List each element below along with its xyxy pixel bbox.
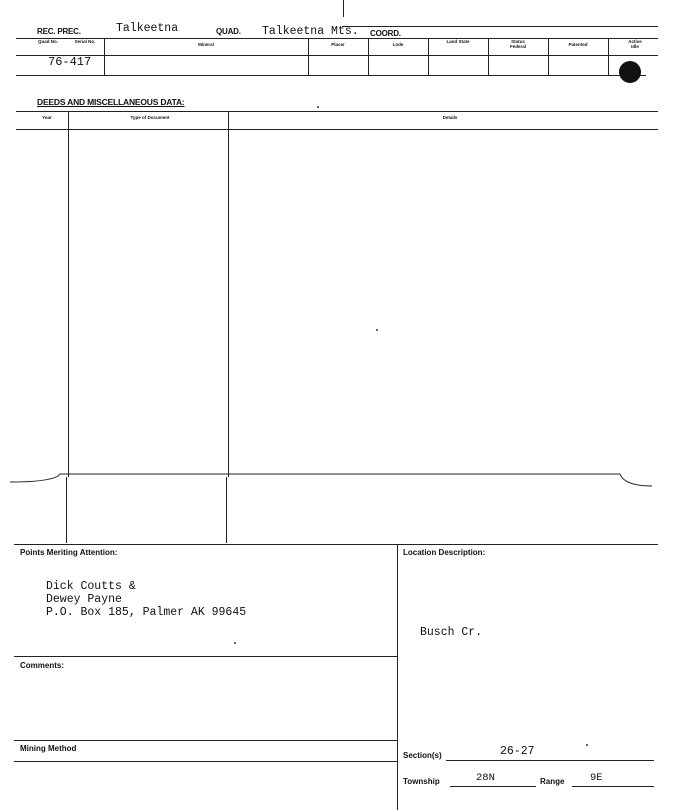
sections-label: Section(s) [403,751,442,760]
col-header-serial-no: Serial No. [74,39,96,44]
header-rule-right [342,26,658,27]
claim-table-bottom [16,75,646,76]
quad-label: QUAD. [216,27,241,36]
deeds-col-divider [68,111,69,477]
mining-method-top [14,740,397,741]
quad-serial-value: 76-417 [48,55,92,69]
points-line: Dick Coutts & [46,580,136,593]
comments-label: Comments: [20,661,65,670]
active-idle-filled-circle [619,61,641,83]
col-header-land-state: Land State [446,39,470,44]
township-label: Township [403,777,440,786]
rec-prec-value: Talkeetna [116,22,179,35]
township-underline [450,786,536,787]
lower-section-top [14,544,658,545]
rec-prec-label: REC. PREC. [37,27,81,36]
claim-col-divider [428,38,429,75]
sections-value: 26-27 [500,745,535,758]
points-line: P.O. Box 185, Palmer AK 99645 [46,606,247,619]
claim-col-divider [608,38,609,75]
lower-section-divider [397,544,398,810]
range-label: Range [540,777,565,786]
range-underline [572,786,654,787]
township-value: 28N [476,772,495,784]
speck [586,744,588,746]
points-label: Points Meriting Attention: [20,548,118,557]
speck [234,642,236,644]
deeds-header-bottom [16,129,658,130]
claim-col-divider [368,38,369,75]
location-description-value: Busch Cr. [420,626,483,639]
top-tick-mark [343,0,344,17]
deeds-table-top [16,111,658,112]
col-header-status-federal: Status Federal [509,39,526,49]
col-header-mineral: Mineral [198,42,214,47]
points-line: Dewey Payne [46,593,122,606]
deeds-heading: DEEDS AND MISCELLANEOUS DATA: [37,97,185,107]
col-header-quad-no: Quad No. [38,39,58,44]
coord-label: COORD. [370,29,401,38]
speck [376,329,378,331]
col-header-active-idle: Active Idle [628,39,642,49]
deeds-col-details: Details [442,115,458,120]
deeds-col-type: Type of Document [130,115,170,120]
location-description-label: Location Description: [403,548,486,557]
col-header-lode: Lode [392,42,404,47]
comments-top [14,656,397,657]
range-value: 9E [590,772,603,784]
points-value [46,580,246,619]
claim-col-divider [104,38,105,75]
claim-table-header-bottom [16,55,658,56]
sections-underline [446,760,654,761]
mining-method-label: Mining Method [20,744,77,753]
col-header-placer: Placer [331,42,345,47]
claim-col-divider [488,38,489,75]
claim-col-divider [308,38,309,75]
mining-method-bottom [14,761,397,762]
speck [317,106,319,108]
deeds-col-divider [228,111,229,477]
claim-col-divider [548,38,549,75]
header-rule-main [16,38,658,39]
col-header-patented: Patented [568,42,588,47]
splice-line [0,468,678,492]
quad-value: Talkeetna Mts. [262,25,359,38]
deeds-col-year: Year [42,115,52,120]
